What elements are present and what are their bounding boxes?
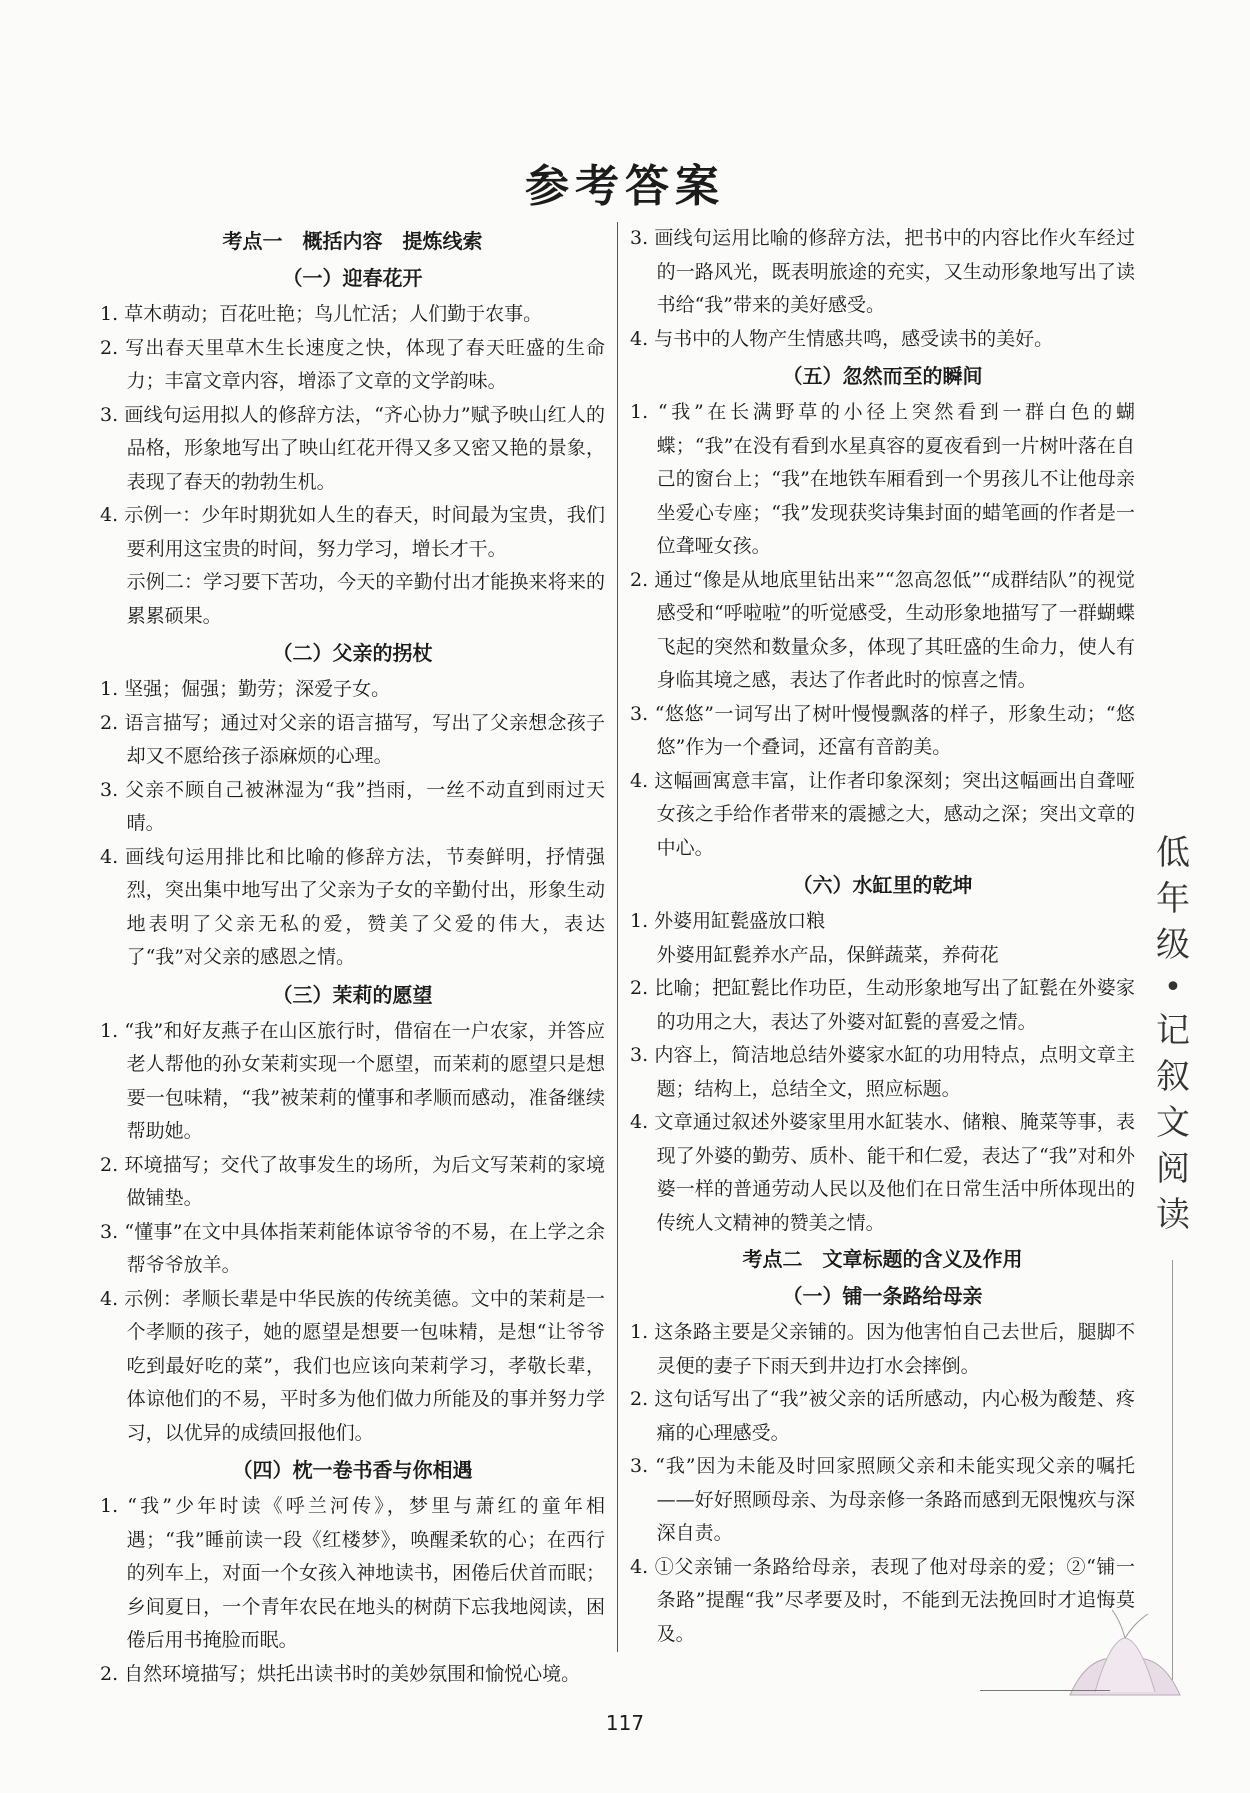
passage-title: （一）迎春花开 (282, 266, 423, 290)
answer-item: 外婆用缸甏养水产品，保鲜蔬菜，养荷花 (656, 943, 999, 966)
answer-item: 2. 这句话写出了“我”被父亲的话所感动，内心极为酸楚、疼痛的心理感受。 (630, 1388, 1135, 1444)
answer-item: 1. 外婆用缸甏盛放口粮 (630, 910, 826, 932)
answer-item: 1. 这条路主要是父亲铺的。因为他害怕自己去世后，腿脚不灵便的妻子下雨天到井边打水会摔倒。 (630, 1321, 1135, 1377)
answer-item: 3. 内容上，简洁地总结外婆家水缸的功用特点，点明文章主题；结构上，总结全文，照应标题。 (630, 1044, 1135, 1100)
side-char: 记 (1156, 1011, 1190, 1051)
answer-item: 2. 自然环境描写；烘托出读书时的美妙氛围和愉悦心境。 (100, 1662, 581, 1685)
passage-title: （五）忽然而至的瞬间 (782, 364, 983, 388)
section-heading: 考点二 文章标题的含义及作用 (742, 1247, 1023, 1271)
side-char: 叙 (1156, 1057, 1190, 1097)
side-label (1150, 830, 1196, 1238)
answer-item: 3. “我”因为未能及时回家照顾父亲和未能实现父亲的嘱托——好好照顾母亲、为母亲修一条路而感到无限愧疚与深深自责。 (630, 1455, 1135, 1544)
side-char: 阅 (1156, 1149, 1190, 1189)
answer-item: 3. 父亲不顾自己被淋湿为“我”挡雨，一丝不动直到雨过天晴。 (100, 778, 605, 834)
answer-item: 4. ①父亲铺一条路给母亲，表现了他对母亲的爱；②“铺一条路”提醒“我”尽孝要及时，不能到无法挽回时才追悔莫及。 (630, 1555, 1135, 1645)
page-title: 参考答案 (525, 161, 725, 212)
answer-item: 2. 语言描写；通过对父亲的语言描写，写出了父亲想念孩子却又不愿给孩子添麻烦的心理。 (100, 711, 605, 767)
side-dot: • (1164, 970, 1182, 1005)
passage-title: （一）铺一条路给母亲 (782, 1284, 983, 1308)
section-heading: 考点一 概括内容 提炼线索 (222, 229, 483, 253)
answer-item: 2. 通过“像是从地底里钻出来”“忽高忽低”“成群结队”的视觉感受和“呼啦啦”的听觉感受，生动形象地描写了一群蝴蝶飞起的突然和数量众多，体现了其旺盛的生命力，使人有身临其境之感，表达了作者此时的惊喜之情。 (630, 568, 1135, 691)
answer-item: 2. 比喻；把缸甏比作功臣，生动形象地写出了缸甏在外婆家的功用之大，表达了外婆对缸甏的喜爱之情。 (630, 977, 1135, 1033)
side-char: 文 (1156, 1103, 1190, 1143)
passage-title: （六）水缸里的乾坤 (792, 873, 973, 897)
answer-item: 3. 画线句运用比喻的修辞方法，把书中的内容比作火车经过的一路风光，既表明旅途的充实，又生动形象地写出了读书给“我”带来的美好感受。 (630, 227, 1135, 316)
side-char: 级 (1156, 925, 1190, 965)
answer-item: 1. 坚强；倔强；勤劳；深爱子女。 (100, 678, 391, 700)
answer-item: 4. 这幅画寓意丰富，让作者印象深刻；突出这幅画出自聋哑女孩之手给作者带来的震撼之大，感动之深；突出文章的中心。 (630, 769, 1135, 859)
answer-item: 3. 画线句运用拟人的修辞方法，“齐心协力”赋予映山红人的品格，形象地写出了映山红花开得又多又密又艳的景象，表现了春天的勃勃生机。 (100, 403, 605, 493)
answer-item: 1. “我”在长满野草的小径上突然看到一群白色的蝴蝶；“我”在没有看到水星真容的夏夜看到一片树叶落在自己的窗台上；“我”在地铁车厢看到一个男孩儿不让他母亲坐爱心专座；“我”发现获奖诗集封面的蜡笔画的作者是一位聋哑女孩。 (630, 401, 1135, 557)
answer-item: 3. “悠悠”一词写出了树叶慢慢飘落的样子，形象生动；“悠悠”作为一个叠词，还富有音韵美。 (630, 702, 1135, 758)
answer-item: 3. “懂事”在文中具体指茉莉能体谅爷爷的不易，在上学之余帮爷爷放羊。 (100, 1220, 605, 1276)
answer-item: 4. 与书中的人物产生情感共鸣，感受读书的美好。 (630, 327, 1054, 350)
side-char: 低 (1156, 833, 1190, 873)
left-column (100, 222, 605, 1691)
footer-rule (980, 1690, 1110, 1691)
answer-item: 4. 示例一：少年时期犹如人生的春天，时间最为宝贵，我们要利用这宝贵的时间，努力学习，增长才干。 (100, 504, 605, 560)
answer-item: 4. 画线句运用排比和比喻的修辞方法，节奏鲜明，抒情强烈，突出集中地写出了父亲为子女的辛勤付出，形象生动地表明了父亲无私的爱，赞美了父爱的伟大，表达了“我”对父亲的感恩之情。 (100, 845, 605, 968)
answer-item: 4. 文章通过叙述外婆家里用水缸装水、储粮、腌菜等事，表现了外婆的勤劳、质朴、能干和仁爱，表达了“我”对和外婆一样的普通劳动人民以及他们在日常生活中所体现出的传统人文精神的赞美之情。 (630, 1111, 1135, 1234)
flower-decoration-icon (1050, 1600, 1200, 1710)
column-divider (617, 222, 618, 1652)
answer-item: 示例二：学习要下苦功，今天的辛勤付出才能换来将来的累累硕果。 (126, 571, 605, 627)
answer-item: 1. “我”少年时读《呼兰河传》，梦里与萧红的童年相遇；“我”睡前读一段《红楼梦》，唤醒柔软的心；在西行的列车上，对面一个女孩入神地读书，困倦后伏首而眠；乡间夏日，一个青年农民在地头的树荫下忘我地阅读，困倦后用书掩脸而眠。 (100, 1495, 605, 1651)
passage-title: （三）茉莉的愿望 (272, 982, 433, 1007)
passage-title: （二）父亲的拐杖 (272, 641, 433, 665)
right-column (630, 222, 1135, 1651)
answer-item: 2. 环境描写；交代了故事发生的场所，为后文写茉莉的家境做铺垫。 (100, 1153, 605, 1209)
answer-item: 4. 示例：孝顺长辈是中华民族的传统美德。文中的茉莉是一个孝顺的孩子，她的愿望是想要一包味精，是想“让爷爷吃到最好吃的菜”，我们也应该向茉莉学习，孝敬长辈，体谅他们的不易，平时多为他们做力所能及的事并努力学习，以优异的成绩回报他们。 (100, 1287, 605, 1444)
page-number: 117 (605, 1711, 645, 1735)
passage-title: （四）枕一卷书香与你相遇 (232, 1458, 473, 1482)
side-char: 年 (1156, 879, 1190, 919)
answer-item: 1. 草木萌动；百花吐艳；鸟儿忙活；人们勤于农事。 (100, 303, 543, 325)
answer-item: 2. 写出春天里草木生长速度之快，体现了春天旺盛的生命力；丰富文章内容，增添了文章的文学韵味。 (100, 336, 605, 392)
answer-item: 1. “我”和好友燕子在山区旅行时，借宿在一户农家，并答应老人帮他的孙女茉莉实现一个愿望，而茉莉的愿望只是想要一包味精，“我”被茉莉的懂事和孝顺而感动，准备继续帮助她。 (100, 1019, 605, 1142)
side-char: 读 (1156, 1195, 1190, 1235)
